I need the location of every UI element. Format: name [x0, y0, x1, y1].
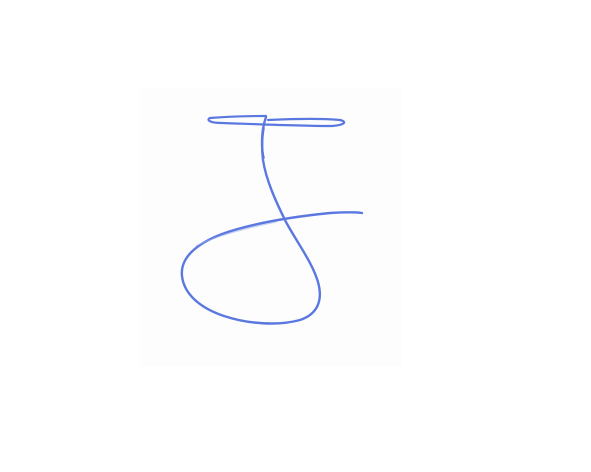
signature-main-stem: [182, 117, 362, 323]
signature-strokes: [182, 116, 362, 323]
signature-top-crossbar: [209, 116, 345, 126]
signature-stem-hook: [263, 128, 265, 158]
signature-arc-highlight: [196, 222, 276, 246]
